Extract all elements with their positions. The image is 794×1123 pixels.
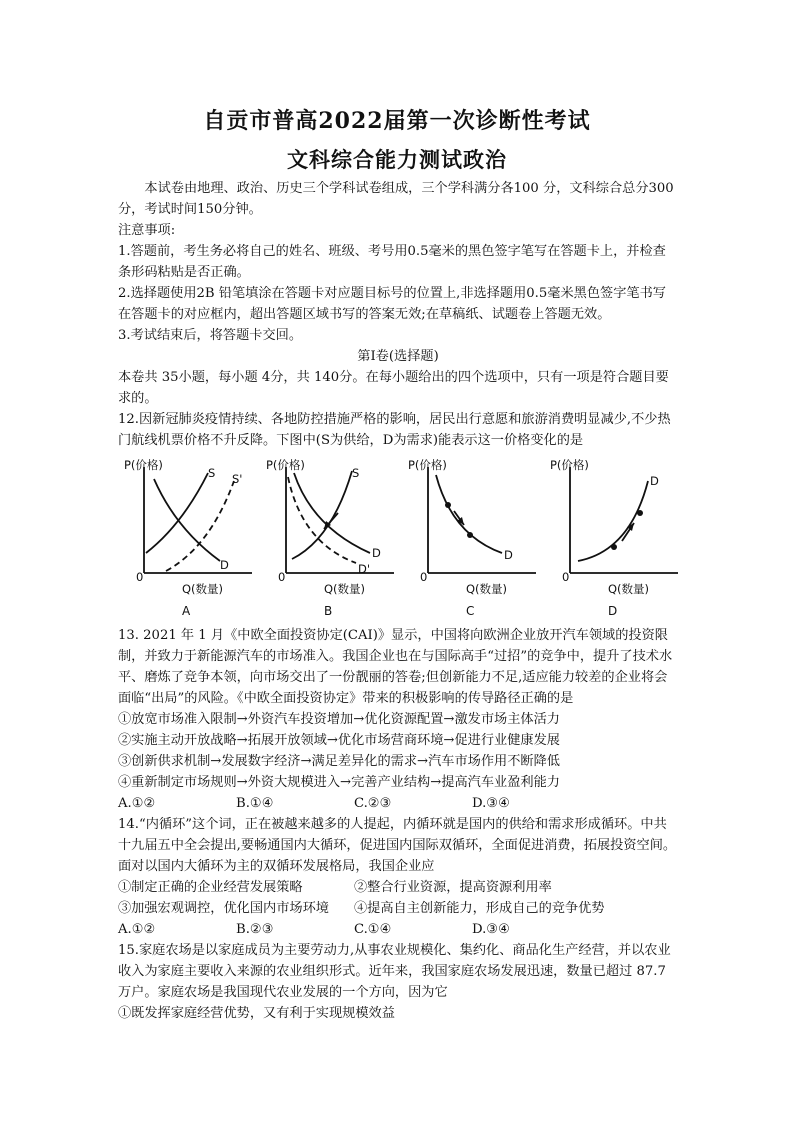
- exam-title: 自贡市普高2022届第一次诊断性考试: [203, 108, 591, 134]
- question-14-options: [118, 919, 678, 940]
- graph-b-s: S: [352, 466, 360, 480]
- notice-1: 1.答题前，考生务必将自己的姓名、班级、考号用0.5毫米的黑色签字笔写在答题卡上，并检查条形码粘贴是否正确。: [118, 244, 666, 280]
- graph-b-origin: 0: [278, 570, 286, 584]
- question-13-options: [118, 793, 678, 814]
- intro-paragraph: 本试卷由地理、政治、历史三个学科试卷组成，三个学科满分各100 分，文科综合总分300分，考试时间150分钟。: [118, 181, 674, 217]
- question-13-item-3: ③创新供求机制→发展数字经济→满足差异化的需求→汽车市场作用不断降低: [118, 754, 560, 769]
- question-14-items-row-2: [118, 898, 678, 919]
- question-13-option-d: D.③④: [472, 796, 510, 811]
- notice-title: 注意事项:: [118, 223, 176, 238]
- graph-c-ylabel: P(价格): [408, 458, 447, 472]
- graph-a-origin: 0: [136, 570, 144, 584]
- graph-d-xlabel: Q(数量): [608, 582, 650, 596]
- question-12-graphs: [118, 455, 678, 619]
- graph-b-xlabel: Q(数量): [324, 582, 366, 596]
- graph-b-d-prime: D': [358, 562, 371, 576]
- exam-subtitle: 文科综合能力测试政治: [287, 147, 507, 172]
- question-14-item-3: ③加强宏观调控，优化国内市场环境: [118, 901, 329, 916]
- graph-a-caption: A: [182, 604, 191, 618]
- question-15-stem: 15.家庭农场是以家庭成员为主要劳动力,从事农业规模化、集约化、商品化生产经营，并以农业收入为家庭主要收入来源的农业组织形式。近年来，我国家庭农场发展迅速，数量已超过 87.7 万户。家庭农场是我国现代农业发展的一个方向，因为它: [118, 943, 671, 1000]
- graph-b: [264, 455, 404, 619]
- curve-d: [436, 475, 502, 553]
- question-13-option-b: B.①④: [236, 796, 274, 811]
- graph-a: [122, 455, 262, 619]
- question-15-item-1: ①既发挥家庭经营优势，又有利于实现规模效益: [118, 1006, 395, 1021]
- graph-c-d: D: [504, 548, 513, 562]
- section-title: 第Ⅰ卷(选择题): [357, 349, 439, 364]
- curve-s: [146, 473, 208, 553]
- question-14-option-a: A.①②: [118, 922, 156, 937]
- graph-d-caption: D: [608, 604, 618, 618]
- graph-c: [406, 455, 546, 619]
- graph-d-ylabel: P(价格): [550, 458, 589, 472]
- question-12-stem: 12.因新冠肺炎疫情持续、各地防控措施严格的影响，居民出行意愿和旅游消费明显减少,不少热门航线机票价格不升反降。下图中(S为供给，D为需求)能表示这一价格变化的是: [118, 412, 671, 448]
- question-14-item-2: ②整合行业资源，提高资源利用率: [354, 880, 552, 895]
- graph-d: [548, 455, 688, 619]
- question-14-stem: 14.“内循环”这个词，正在被越来越多的人提起，内循环就是国内的供给和需求形成循环。中共十九届五中全会提出,要畅通国内大循环，促进国内国际双循环，全面促进消费，拓展投资空间。面对以国内大循环为主的双循环发展格局，我国企业应: [118, 817, 677, 874]
- graph-a-s-prime: S': [232, 472, 243, 486]
- question-13-item-1: ①放宽市场准入限制→外资汽车投资增加→优化资源配置→激发市场主体活力: [118, 712, 560, 727]
- question-13-item-2: ②实施主动开放战略→拓展开放领域→优化市场营商环境→促进行业健康发展: [118, 733, 560, 748]
- question-13-option-a: A.①②: [118, 796, 156, 811]
- curve-d: [154, 479, 220, 561]
- question-14-item-4: ④提高自主创新能力，形成自己的竞争优势: [354, 901, 605, 916]
- graph-b-d: D: [372, 546, 381, 560]
- curve-d: [294, 473, 370, 553]
- question-13-stem: 13. 2021 年 1 月《中欧全面投资协定(CAI)》显示，中国将向欧洲企业放开汽车领域的投资限制，并致力于新能源汽车的市场准入。我国企业也在与国际高手“过招”的竞争中，提升了技术水平、磨炼了竞争本领，向市场交出了一份靓丽的答卷;但创新能力不足,适应能力较差的企业将会面临“出局”的风险。《中欧全面投资协定》带来的积极影响的传导路径正确的是: [118, 628, 673, 706]
- question-14-items-row-1: [118, 877, 678, 898]
- graph-b-ylabel: P(价格): [266, 458, 305, 472]
- graph-b-caption: B: [324, 604, 333, 618]
- graph-a-ylabel: P(价格): [124, 458, 163, 472]
- question-14-option-c: C.①④: [354, 922, 392, 937]
- question-14-option-b: B.②③: [236, 922, 274, 937]
- graph-c-xlabel: Q(数量): [466, 582, 508, 596]
- graph-c-origin: 0: [420, 570, 428, 584]
- graph-d-origin: 0: [562, 570, 570, 584]
- question-14-option-d: D.③④: [472, 922, 510, 937]
- graph-a-s: S: [208, 466, 216, 480]
- graph-d-d: D: [650, 474, 659, 488]
- graph-c-caption: C: [466, 604, 475, 618]
- notice-3: 3.考试结束后，将答题卡交回。: [118, 328, 303, 343]
- graph-a-xlabel: Q(数量): [182, 582, 224, 596]
- notice-2: 2.选择题使用2B 铅笔填涂在答题卡对应题目标号的位置上,非选择题用0.5毫米黑色签字笔书写在答题卡的对应框内，超出答题区域书写的答案无效;在草稿纸、试题卷上答题无效。: [118, 286, 666, 322]
- question-14-item-1: ①制定正确的企业经营发展策略: [118, 880, 303, 895]
- exam-body: [118, 178, 678, 1024]
- question-13-option-c: C.②③: [354, 796, 392, 811]
- section-description: 本卷共 35小题，每小题 4分，共 140分。在每小题给出的四个选项中，只有一项是符合题目要求的。: [118, 370, 669, 406]
- question-13-item-4: ④重新制定市场规则→外资大规模进入→完善产业结构→提高汽车业盈利能力: [118, 775, 560, 790]
- graph-a-d: D: [220, 558, 229, 572]
